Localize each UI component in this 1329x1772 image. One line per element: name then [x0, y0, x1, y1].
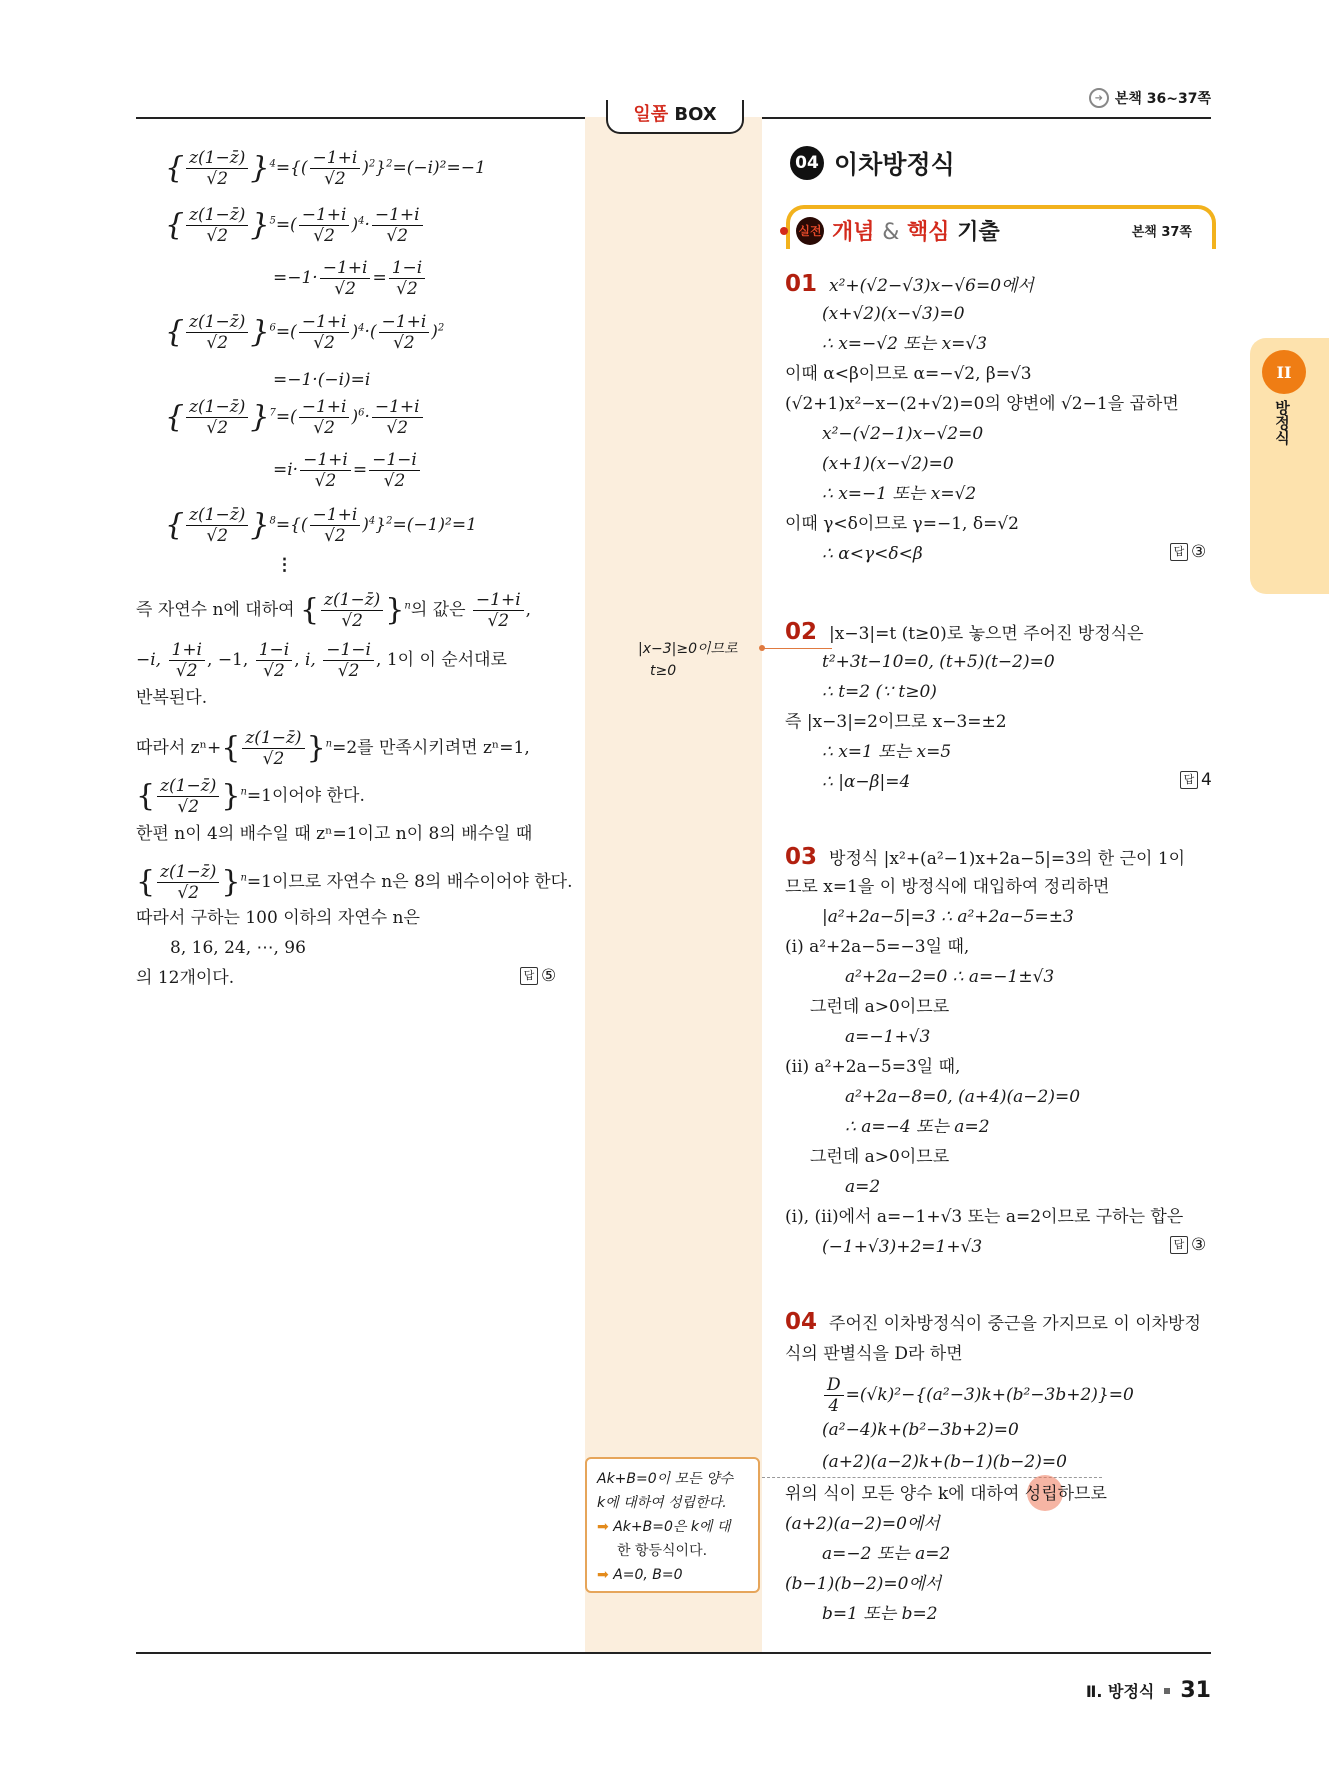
answer-icon: 답	[520, 967, 538, 985]
page-number: 31	[1180, 1678, 1211, 1703]
para-sequence-values: −i, $\frac{1+i}{√2}$ , −1, $\frac{1-i}{√2}$ , i, $\frac{-1-i}{√2}$ , 1이 이 순서대로	[136, 640, 507, 681]
para-multiple-of-8: { $\frac{z(1-z̄)}{√2}$ }$^n$=1이므로 자연수 n은 8의 배수이어야 한다.	[136, 862, 573, 903]
para-list: 8, 16, 24, ⋯, 96	[170, 938, 306, 958]
para-multiples: 한편 n이 4의 배수일 때 zⁿ=1이고 n이 8의 배수일 때	[136, 824, 533, 844]
book-badge-icon: 실전	[796, 217, 824, 245]
q04-line-3: $\frac{D}{4}$ =(√k)²−{(a²−3)k+(b²−3b+2)}=0	[822, 1375, 1134, 1416]
q04-line-1: 04 주어진 이차방정식이 중근을 가지므로 이 이차방정	[785, 1309, 1201, 1335]
arrow-right-icon: ➡	[597, 1567, 609, 1583]
q03-line-6: 그런데 a>0이므로	[810, 997, 950, 1017]
q02-answer: 답 4	[1180, 770, 1212, 790]
square-bullet-icon	[1164, 1688, 1170, 1694]
q01-line-8: ∴ x=−1 또는 x=√2	[822, 484, 977, 504]
q03-line-9: a²+2a−8=0, (a+4)(a−2)=0	[845, 1087, 1081, 1107]
answer-icon: 답	[1170, 1236, 1188, 1254]
q04-line-10: b=1 또는 b=2	[822, 1604, 938, 1624]
q03-line-8: (ii) a²+2a−5=3일 때,	[785, 1057, 961, 1077]
footer-chapter: Ⅱ. 방정식	[1085, 1682, 1155, 1701]
q02-number: 02	[785, 619, 818, 645]
q04-line-8: a=−2 또는 a=2	[822, 1544, 951, 1564]
q01-line-10: ∴ α<γ<δ<β	[822, 544, 923, 564]
side-notes-band	[585, 117, 762, 1652]
eq-power-6-cont: =−1·(−i)=i	[273, 370, 371, 390]
q04-line-9: (b−1)(b−2)=0에서	[785, 1574, 942, 1594]
para-repeat: 반복된다.	[136, 688, 208, 708]
concept-header	[790, 215, 1210, 246]
answer-icon: 답	[1180, 771, 1198, 789]
eq-power-8: { $\frac{z(1-z̄)}{√2}$ }$^8$={( $\frac{-1+i}{√2}$ )$^4$}$^2$=(−1)²=1	[165, 505, 477, 546]
q03-line-14: (−1+√3)+2=1+√3	[822, 1237, 983, 1257]
para-condition: 따라서 zⁿ+{ $\frac{z(1-z̄)}{√2}$ }$^n$=2를 만족시키려면 zⁿ=1,	[136, 728, 530, 769]
page-ref-text: 본책 36~37쪽	[1114, 91, 1211, 107]
q02-line-4: 즉 |x−3|=2이므로 x−3=±2	[785, 712, 1007, 732]
q02-line-6: ∴ |α−β|=4	[822, 772, 911, 792]
q03-line-13: (i), (ii)에서 a=−1+√3 또는 a=2이므로 구하는 합은	[785, 1207, 1184, 1227]
page-footer	[1086, 1678, 1211, 1703]
eq-power-7: { $\frac{z(1-z̄)}{√2}$ }$^7$=( $\frac{-1+i}{√2}$ )$^6$· $\frac{-1+i}{√2}$	[165, 397, 425, 438]
q02-line-2: t²+3t−10=0, (t+5)(t−2)=0	[822, 652, 1055, 672]
q03-line-10: ∴ a=−4 또는 a=2	[845, 1117, 990, 1137]
para-count: 의 12개이다.	[136, 968, 235, 988]
q02-side-note	[638, 638, 738, 682]
q01-line-5: (√2+1)x²−x−(2+√2)=0의 양변에 √2−1을 곱하면	[785, 394, 1179, 414]
tip-box	[585, 1457, 760, 1593]
q03-line-4: (i) a²+2a−5=−3일 때,	[785, 937, 970, 957]
q03-answer: 답 ③	[1170, 1235, 1206, 1255]
concept-page-ref: 본책 37쪽	[1131, 225, 1192, 240]
q03-line-7: a=−1+√3	[845, 1027, 931, 1047]
q01-number: 01	[785, 271, 818, 297]
box-tab-black: BOX	[674, 104, 717, 125]
concept-label	[832, 215, 1000, 246]
bullet-dot-icon	[780, 227, 788, 235]
eq-power-5-cont: =−1· $\frac{-1+i}{√2}$ = $\frac{1-i}{√2}$	[273, 258, 427, 299]
concept-label-part: 핵심	[907, 220, 950, 245]
arrow-right-icon: ➡	[597, 1519, 609, 1535]
chapter-numeral-badge: II	[1262, 350, 1306, 394]
tip-line: ➡ A=0, B=0	[597, 1567, 683, 1583]
para-count-intro: 따라서 구하는 100 이하의 자연수 n은	[136, 908, 420, 928]
q03-line-3: |a²+2a−5|=3 ∴ a²+2a−5=±3	[822, 907, 1074, 927]
q03-number: 03	[785, 844, 818, 870]
q01-line-6: x²−(√2−1)x−√2=0	[822, 424, 984, 444]
q01-line-2: (x+√2)(x−√3)=0	[822, 304, 965, 324]
box-tab	[606, 100, 744, 134]
eq-power-6: { $\frac{z(1-z̄)}{√2}$ }$^6$=( $\frac{-1+i}{√2}$ )$^4$·( $\frac{-1+i}{√2}$ )$^2$	[165, 312, 445, 353]
q04-line-7: (a+2)(a−2)=0에서	[785, 1514, 940, 1534]
q04-line-2: 식의 판별식을 D라 하면	[785, 1344, 963, 1364]
tip-line: 한 항등식이다.	[617, 1543, 708, 1559]
box-tab-red: 일품	[633, 104, 669, 125]
answer-icon: 답	[1170, 543, 1188, 561]
q01-line-1: 01 x²+(√2−√3)x−√6=0에서	[785, 271, 1034, 297]
q02-line-5: ∴ x=1 또는 x=5	[822, 742, 952, 762]
q03-line-5: a²+2a−2=0 ∴ a=−1±√3	[845, 967, 1055, 987]
section-number-badge: 04	[790, 146, 824, 180]
leader-line	[762, 648, 832, 649]
footer-rule	[136, 1652, 1211, 1654]
tip-line: ➡ Ak+B=0은 k에 대	[597, 1519, 731, 1535]
q04-line-6: 위의 식이 모든 양수 k에 대하여 성립하므로	[785, 1484, 1107, 1504]
q01-line-7: (x+1)(x−√2)=0	[822, 454, 954, 474]
q02-line-3: ∴ t=2 (∵ t≥0)	[822, 682, 937, 702]
section-title: 이차방정식	[834, 150, 955, 179]
q03-line-1: 03 방정식 |x²+(a²−1)x+2a−5|=3의 한 근이 1이	[785, 844, 1186, 870]
q04-line-5: (a+2)(a−2)k+(b−1)(b−2)=0	[822, 1452, 1067, 1472]
q01-line-4: 이때 α<β이므로 α=−√2, β=√3	[785, 364, 1032, 384]
eq-power-7-cont: =i· $\frac{-1+i}{√2}$ = $\frac{-1-i}{√2}$	[273, 450, 422, 491]
tip-line: Ak+B=0이 모든 양수	[597, 1471, 734, 1487]
concept-label-part: 기출	[957, 220, 1000, 245]
para-sequence-intro: 즉 자연수 n에 대하여 { $\frac{z(1-z̄)}{√2}$ }$^n$의 값은 $\frac{-1+i}{√2}$ ,	[136, 590, 532, 631]
side-note-line: |x−3|≥0이므로	[638, 641, 738, 657]
chapter-side-label: 방정식	[1273, 400, 1291, 445]
q01-line-9: 이때 γ<δ이므로 γ=−1, δ=√2	[785, 514, 1019, 534]
q04-number: 04	[785, 1309, 818, 1335]
q02-line-1: 02 |x−3|=t (t≥0)로 놓으면 주어진 방정식은	[785, 619, 1144, 645]
vertical-ellipsis: ⋮	[276, 555, 293, 575]
arrow-circle-icon: ➜	[1089, 88, 1109, 108]
page-reference	[1089, 88, 1211, 108]
q03-line-2: 므로 x=1을 이 방정식에 대입하여 정리하면	[785, 877, 1110, 897]
para-must-be-one: { $\frac{z(1-z̄)}{√2}$ }$^n$=1이어야 한다.	[136, 776, 365, 817]
eq-power-5: { $\frac{z(1-z̄)}{√2}$ }$^5$=( $\frac{-1+i}{√2}$ )$^4$· $\frac{-1+i}{√2}$	[165, 205, 425, 246]
tip-line: k에 대하여 성립한다.	[597, 1495, 727, 1511]
section-heading	[790, 145, 955, 181]
side-note-line: t≥0	[650, 663, 677, 679]
concept-label-amp: &	[882, 220, 900, 245]
answer-left: 답 ⑤	[520, 966, 556, 986]
concept-label-part: 개념	[832, 220, 875, 245]
eq-power-4: { $\frac{z(1-z̄)}{√2}$ }$^4$={( $\frac{-1+i}{√2}$ )$^2$}$^2$=(−i)²=−1	[165, 148, 486, 189]
q04-line-4: (a²−4)k+(b²−3b+2)=0	[822, 1420, 1019, 1440]
q03-line-12: a=2	[845, 1177, 881, 1197]
q03-line-11: 그런데 a>0이므로	[810, 1147, 950, 1167]
q01-answer: 답 ③	[1170, 542, 1206, 562]
q01-line-3: ∴ x=−√2 또는 x=√3	[822, 334, 988, 354]
